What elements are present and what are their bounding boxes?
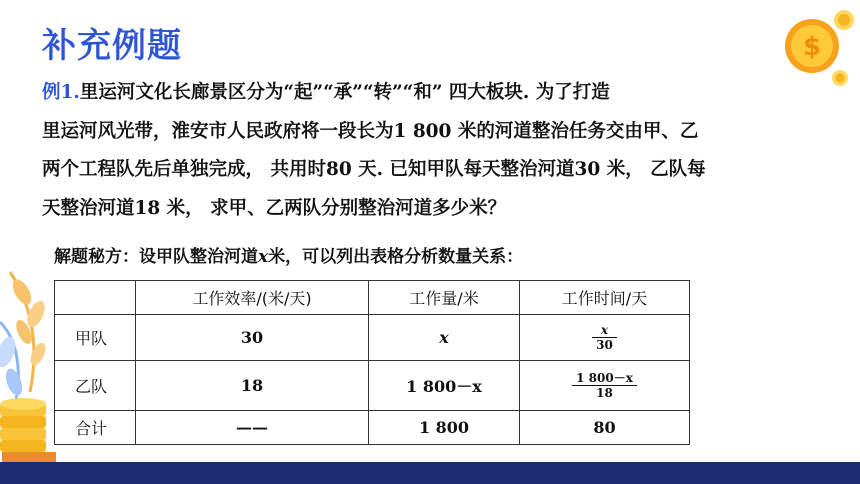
problem-line: 天整治河道18 米， 求甲、乙两队分别整治河道多少米？	[42, 197, 507, 219]
variable-x: x	[258, 247, 269, 267]
table-row	[55, 315, 690, 361]
efficiency-cell: 18	[136, 361, 369, 411]
table-header-cell: 工作时间/天	[520, 281, 690, 315]
coin-stack-icon	[0, 388, 56, 464]
svg-text:$: $	[802, 32, 822, 62]
time-cell: 80	[520, 411, 690, 445]
slide-title: 补充例题	[42, 26, 182, 66]
bottom-accent-bar	[0, 462, 860, 484]
row-name-cell: 合计	[55, 411, 136, 445]
time-cell	[520, 315, 690, 361]
table-header-cell: 工作效率/(米/天)	[136, 281, 369, 315]
row-name-cell: 甲队	[55, 315, 136, 361]
time-fraction: $\frac{x}{30}$	[592, 323, 617, 352]
amount-cell: x	[369, 315, 520, 361]
table-row	[55, 361, 690, 411]
problem-line: 里运河风光带，淮安市人民政府将一段长为1 800 米的河道整治任务交由甲、乙	[42, 120, 699, 142]
efficiency-cell: 30	[136, 315, 369, 361]
amount-cell: 1 800	[369, 411, 520, 445]
table-header-row	[55, 281, 690, 315]
efficiency-cell: ——	[136, 411, 369, 445]
table-header-cell: 工作量/米	[369, 281, 520, 315]
time-fraction: $\frac{1 800-x}{18}$	[572, 371, 637, 400]
hint-prefix: 解题秘方	[54, 247, 122, 267]
problem-line: 两个工程队先后单独完成， 共用时80 天. 已知甲队每天整治河道30 米， 乙队每	[42, 159, 706, 180]
time-cell	[520, 361, 690, 411]
table-header-cell	[55, 281, 136, 315]
row-name-cell: 乙队	[55, 361, 136, 411]
analysis-table	[54, 280, 690, 445]
solution-hint: 解题秘方：设甲队整治河道x米，可以列出表格分析数量关系：	[54, 247, 524, 267]
table-row	[55, 411, 690, 445]
problem-line: 例1.里运河文化长廊景区分为“起”“承”“转”“和” 四大板块. 为了打造	[42, 82, 610, 103]
amount-cell: 1 800－x	[369, 361, 520, 411]
problem-statement	[42, 74, 802, 228]
example-label: 例1.	[42, 82, 80, 103]
